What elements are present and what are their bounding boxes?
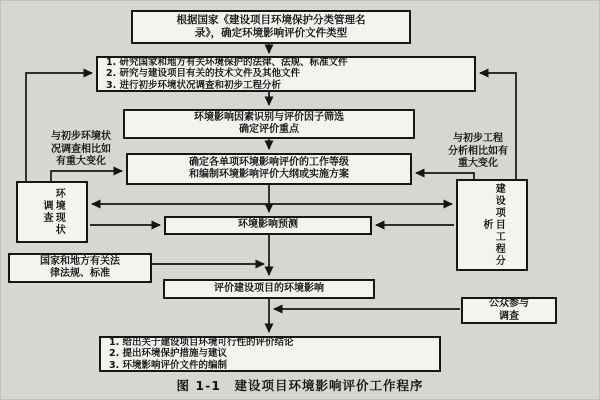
edge-label-line: 分析相比如有 — [448, 145, 508, 157]
node-text: 建设项目工程分析 — [481, 183, 505, 267]
node-text-line: 1. 给出关于建设项目环境可行性的评价结论 — [109, 336, 294, 348]
node-text: 环境影响预测 — [238, 219, 298, 231]
node-public-participation-survey — [461, 297, 557, 324]
node-factor-screening — [123, 109, 415, 139]
edge-label-project-major-change — [425, 133, 531, 171]
node-preliminary-research — [96, 56, 476, 92]
edge-label-line: 重大变化 — [458, 158, 498, 169]
node-text: 环境现状调查 — [41, 188, 65, 236]
node-determine-document-type — [131, 10, 411, 44]
node-text-line: 2. 提出环境保护措施与建议 — [109, 348, 228, 360]
node-env-status-survey — [16, 181, 88, 243]
edge-label-line: 有重大变化 — [56, 156, 106, 167]
node-text-line: 3. 环境影响评价文件的编制 — [109, 359, 228, 371]
edge-label-line: 与初步工程 — [453, 133, 503, 144]
node-conclusion-documents — [99, 336, 441, 372]
node-evaluate-impact — [163, 279, 375, 299]
node-text-line: 2. 研究与建设项目有关的技术文件及其他文件 — [106, 68, 301, 80]
node-impact-prediction — [164, 216, 372, 235]
node-project-engineering-analysis — [456, 179, 528, 271]
node-text-line: 环境影响因素识别与评价因子筛选 — [194, 111, 344, 123]
figure-caption: 图 1-1 建设项目环境影响评价工作程序 — [176, 378, 424, 393]
edge-label-line: 况调查相比如 — [51, 143, 111, 155]
node-text-line: 和编制环境影响评价大纲或实施方案 — [189, 169, 349, 180]
edge-label-env-major-change — [29, 131, 133, 169]
node-text-line: 公众参与 — [489, 298, 529, 310]
node-text-line: 确定评价重点 — [239, 124, 299, 135]
node-text-line: 确定各单项环境影响评价的工作等级 — [189, 156, 349, 168]
node-text-line: 根据国家《建设项目环境保护分类管理名 — [176, 14, 366, 27]
node-work-level-outline — [126, 153, 412, 185]
node-text-line: 录》，确定环境影响评价文件类型 — [194, 27, 348, 39]
node-laws-standards — [8, 253, 152, 283]
node-text-line: 3. 进行初步环境状况调查和初步工程分析 — [106, 79, 282, 91]
edge-label-line: 与初步环境状 — [51, 131, 111, 142]
node-text: 评价建设项目的环境影响 — [214, 282, 324, 294]
node-text-line: 国家和地方有关法 — [40, 255, 120, 267]
node-text-line: 1. 研究国家和地方有关环境保护的法律、法规、标准文件 — [106, 56, 348, 68]
node-text-line: 律法规、标准 — [50, 268, 110, 279]
node-text-line: 调查 — [499, 310, 519, 322]
